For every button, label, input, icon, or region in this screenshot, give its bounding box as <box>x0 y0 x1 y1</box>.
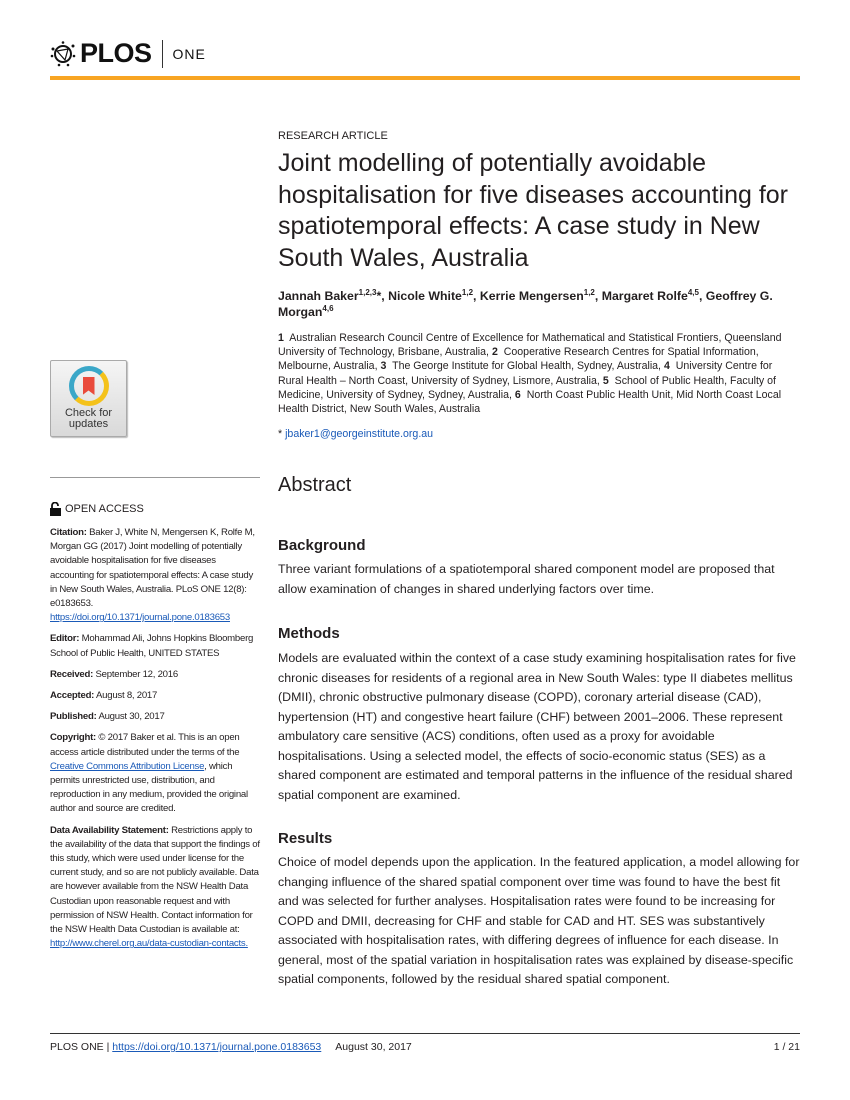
citation-doi-link[interactable]: https://doi.org/10.1371/journal.pone.0183653 <box>50 612 230 624</box>
brand-name: PLOS <box>80 38 152 68</box>
author: Jannah Baker$^{1,2,3}$* <box>278 287 382 303</box>
author: Kerrie Mengersen$^{1,2}$ <box>479 287 595 303</box>
page-footer <box>50 1041 800 1053</box>
author: Margaret Rolfe$^{4,5}$ <box>601 287 699 303</box>
background-heading: Background <box>278 537 366 554</box>
crossmark-icon <box>69 366 109 406</box>
page-number: 1 / 21 <box>773 1041 800 1053</box>
citation: Citation: Baker J, White N, Mengersen K, Rolfe M, Morgan GG (2017) Joint modelling of potentially avoidable hospitalisation for five diseases accounting for spatiotemporal effects: A case study in New South Wales, Australia. PLoS ONE 12(8): e0183653. https://doi.org/10.1371/journal.pone.0183653 <box>50 527 255 624</box>
methods-text: Models are evaluated within the context of a case study examining hospitalisation rates for five chronic diseases for residents of a regional area in New South Wales: type II diabetes mellitus (DMII), chronic obstructive pulmonary disease (COPD), coronary arterial disease (CAD), hypertension (HT) and congestive heart failure (CHF) between 2001–2006. These represent ambulatory care sensitive (ACS) conditions, often used as a proxy for avoidable hospitalisations. Using a selected model, the effects of socio-economic status (SES) as a shared component are estimated and temporal patterns in the influence of the residual shared spatial component are examined. <box>278 651 796 802</box>
article-info-sidebar <box>50 526 262 958</box>
accepted-date: Accepted: August 8, 2017 <box>50 690 158 702</box>
received-date: Received: September 12, 2016 <box>50 668 178 680</box>
email-link[interactable]: jbaker1@georgeinstitute.org.au <box>285 428 434 440</box>
affiliations: 1 Australian Research Council Centre of Excellence for Mathematical and Statistical Frontiers, Queensland University of Technology, Brisbane, Australia, 2 Cooperative Research Centres for Spatial Information, Melbourne, Australia, 3 The George Institute for Global Health, Sydney, Australia, 4 University Centre for Rural Health – North Coast, University of Sydney, Lismore, Australia, 5 School of Public Health, Faculty of Medicine, University of Sydney, Sydney, Australia, 6 North Coast Public Health Unit, Mid North Coast Local Health District, New South Wales, Australia <box>278 332 782 416</box>
plos-one-logo <box>50 38 206 69</box>
badge-line1: Check for <box>64 407 113 419</box>
open-access: OPEN ACCESS <box>50 502 144 516</box>
editor: Editor: Mohammad Ali, Johns Hopkins Bloomberg School of Public Health, UNITED STATES <box>50 633 254 659</box>
check-for-updates-button[interactable] <box>50 360 127 437</box>
sidebar-rule <box>50 477 260 478</box>
abstract-heading: Abstract <box>278 474 352 496</box>
published-date: Published: August 30, 2017 <box>50 711 165 723</box>
badge-line2: updates <box>68 418 109 430</box>
logo-divider <box>162 40 163 68</box>
journal-name: ONE <box>172 45 206 62</box>
data-availability: Data Availability Statement: Restrictions apply to the availability of the data that support the findings of this study, which were used under license for the current study, and so are not publicly available. Data are however available from the NSW Health Data Custodian upon reasonable request and with permission of NSW Health. Contact information for the NSW Health Data Custodian is available at: http://www.cherel.org.au/data-custodian-contacts. <box>50 824 260 950</box>
author-list: Jannah Baker$^{1,2,3}$*, Nicole White$^{1,2}$, Kerrie Mengersen$^{1,2}$, Margaret Rolfe$^{4,5}$, Geoffrey G. Morgan$^{4,6}$ <box>278 287 773 319</box>
author: Nicole White$^{1,2}$ <box>388 287 474 303</box>
results-text: Choice of model depends upon the application. In the featured application, a model allowing for changing influence of the shared spatial component over time was found to have the best fit and was selected for further analyses. Hospitalisation rates were found to be increasing for COPD and DMII, decreasing for CHF and stable for CAD and HT. SES was substantively associated with hospitalisation rates, with differing degrees of influence for each disease. In general, most of the spatial variation in hospitalisation rates was explained by disease-specific spatial components, followed by the residual shared spatial component. <box>278 855 800 986</box>
license-link[interactable]: Creative Commons Attribution License <box>50 760 205 772</box>
footer-rule <box>50 1033 800 1034</box>
author: Geoffrey G. Morgan$^{4,6}$ <box>278 289 773 319</box>
footer-journal: PLOS ONE | <box>50 1041 110 1053</box>
article-type: RESEARCH ARTICLE <box>278 130 388 142</box>
article-title: Joint modelling of potentially avoidable hospitalisation for five diseases accounting for spatiotemporal effects: A case study in New South Wales, Australia <box>278 149 789 272</box>
methods-heading: Methods <box>278 625 340 642</box>
header-rule <box>50 76 800 80</box>
footer-date: August 30, 2017 <box>335 1041 412 1053</box>
footer-doi-link[interactable]: https://doi.org/10.1371/journal.pone.0183653 <box>112 1041 322 1053</box>
copyright: Copyright: © 2017 Baker et al. This is an open access article distributed under the terms of the Creative Commons Attribution License, which permits unrestricted use, distribution, and reproduction in any medium, provided the original author and source are credited. <box>50 732 248 815</box>
corresponding-email: * jbaker1@georgeinstitute.org.au <box>278 428 434 440</box>
plos-globe-icon <box>50 41 76 67</box>
open-lock-icon <box>50 502 61 516</box>
data-custodian-link[interactable]: http://www.cherel.org.au/data-custodian-contacts. <box>50 938 248 950</box>
results-heading: Results <box>278 830 333 847</box>
background-text: Three variant formulations of a spatiotemporal shared component model are proposed that allow examination of changes in shared underlying factors over time. <box>278 562 775 596</box>
